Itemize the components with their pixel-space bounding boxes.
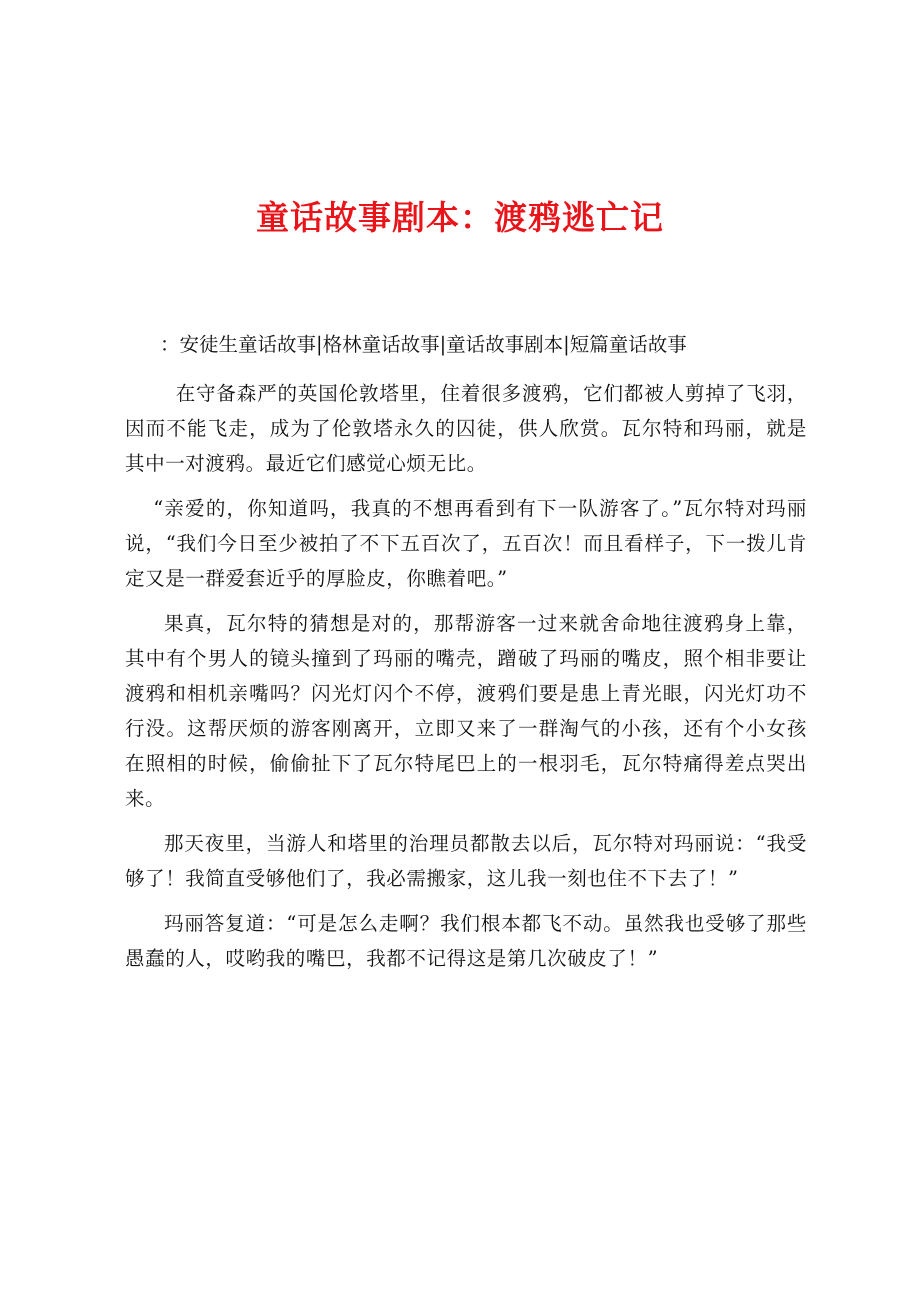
- story-paragraph: 玛丽答复道：“可是怎么走啊？我们根本都飞不动。虽然我也受够了那些愚蠢的人，哎哟我的嘴巴，我都不记得这是第几次破皮了！”: [125, 912, 807, 970]
- story-paragraph: 果真，瓦尔特的猜想是对的，那帮游客一过来就舍命地往渡鸦身上靠，其中有个男人的镜头撞到了玛丽的嘴壳，蹭破了玛丽的嘴皮，照个相非要让渡鸦和相机亲嘴吗？闪光灯闪个不停，渡鸦们要是患上青光眼，闪光灯功不行没。这帮厌烦的游客刚离开，立即又来了一群淘气的小孩，还有个小女孩在照相的时候，偷偷扯下了瓦尔特尾巴上的一根羽毛，瓦尔特痛得差点哭出来。: [125, 612, 807, 810]
- story-body: [125, 376, 807, 986]
- story-paragraph: 在守备森严的英国伦敦塔里，住着很多渡鸦，它们都被人剪掉了飞羽，因而不能飞走，成为了伦敦塔永久的囚徒，供人欣赏。瓦尔特和玛丽，就是其中一对渡鸦。最近它们感觉心烦无比。: [125, 382, 807, 475]
- story-paragraph: “亲爱的，你知道吗，我真的不想再看到有下一队游客了。”瓦尔特对玛丽说，“我们今日至少被拍了不下五百次了，五百次！而且看样子，下一拨儿肯定又是一群爱套近乎的厚脸皮，你瞧着吧。”: [125, 497, 807, 590]
- story-paragraph: 那天夜里，当游人和塔里的治理员都散去以后，瓦尔特对玛丽说：“我受够了！我简直受够他们了，我必需搬家，这儿我一刻也住不下去了！”: [125, 832, 807, 890]
- category-tags: ：安徒生童话故事|格林童话故事|童话故事剧本|短篇童话故事: [160, 333, 687, 356]
- document-title: 童话故事剧本：渡鸦逃亡记: [256, 198, 664, 237]
